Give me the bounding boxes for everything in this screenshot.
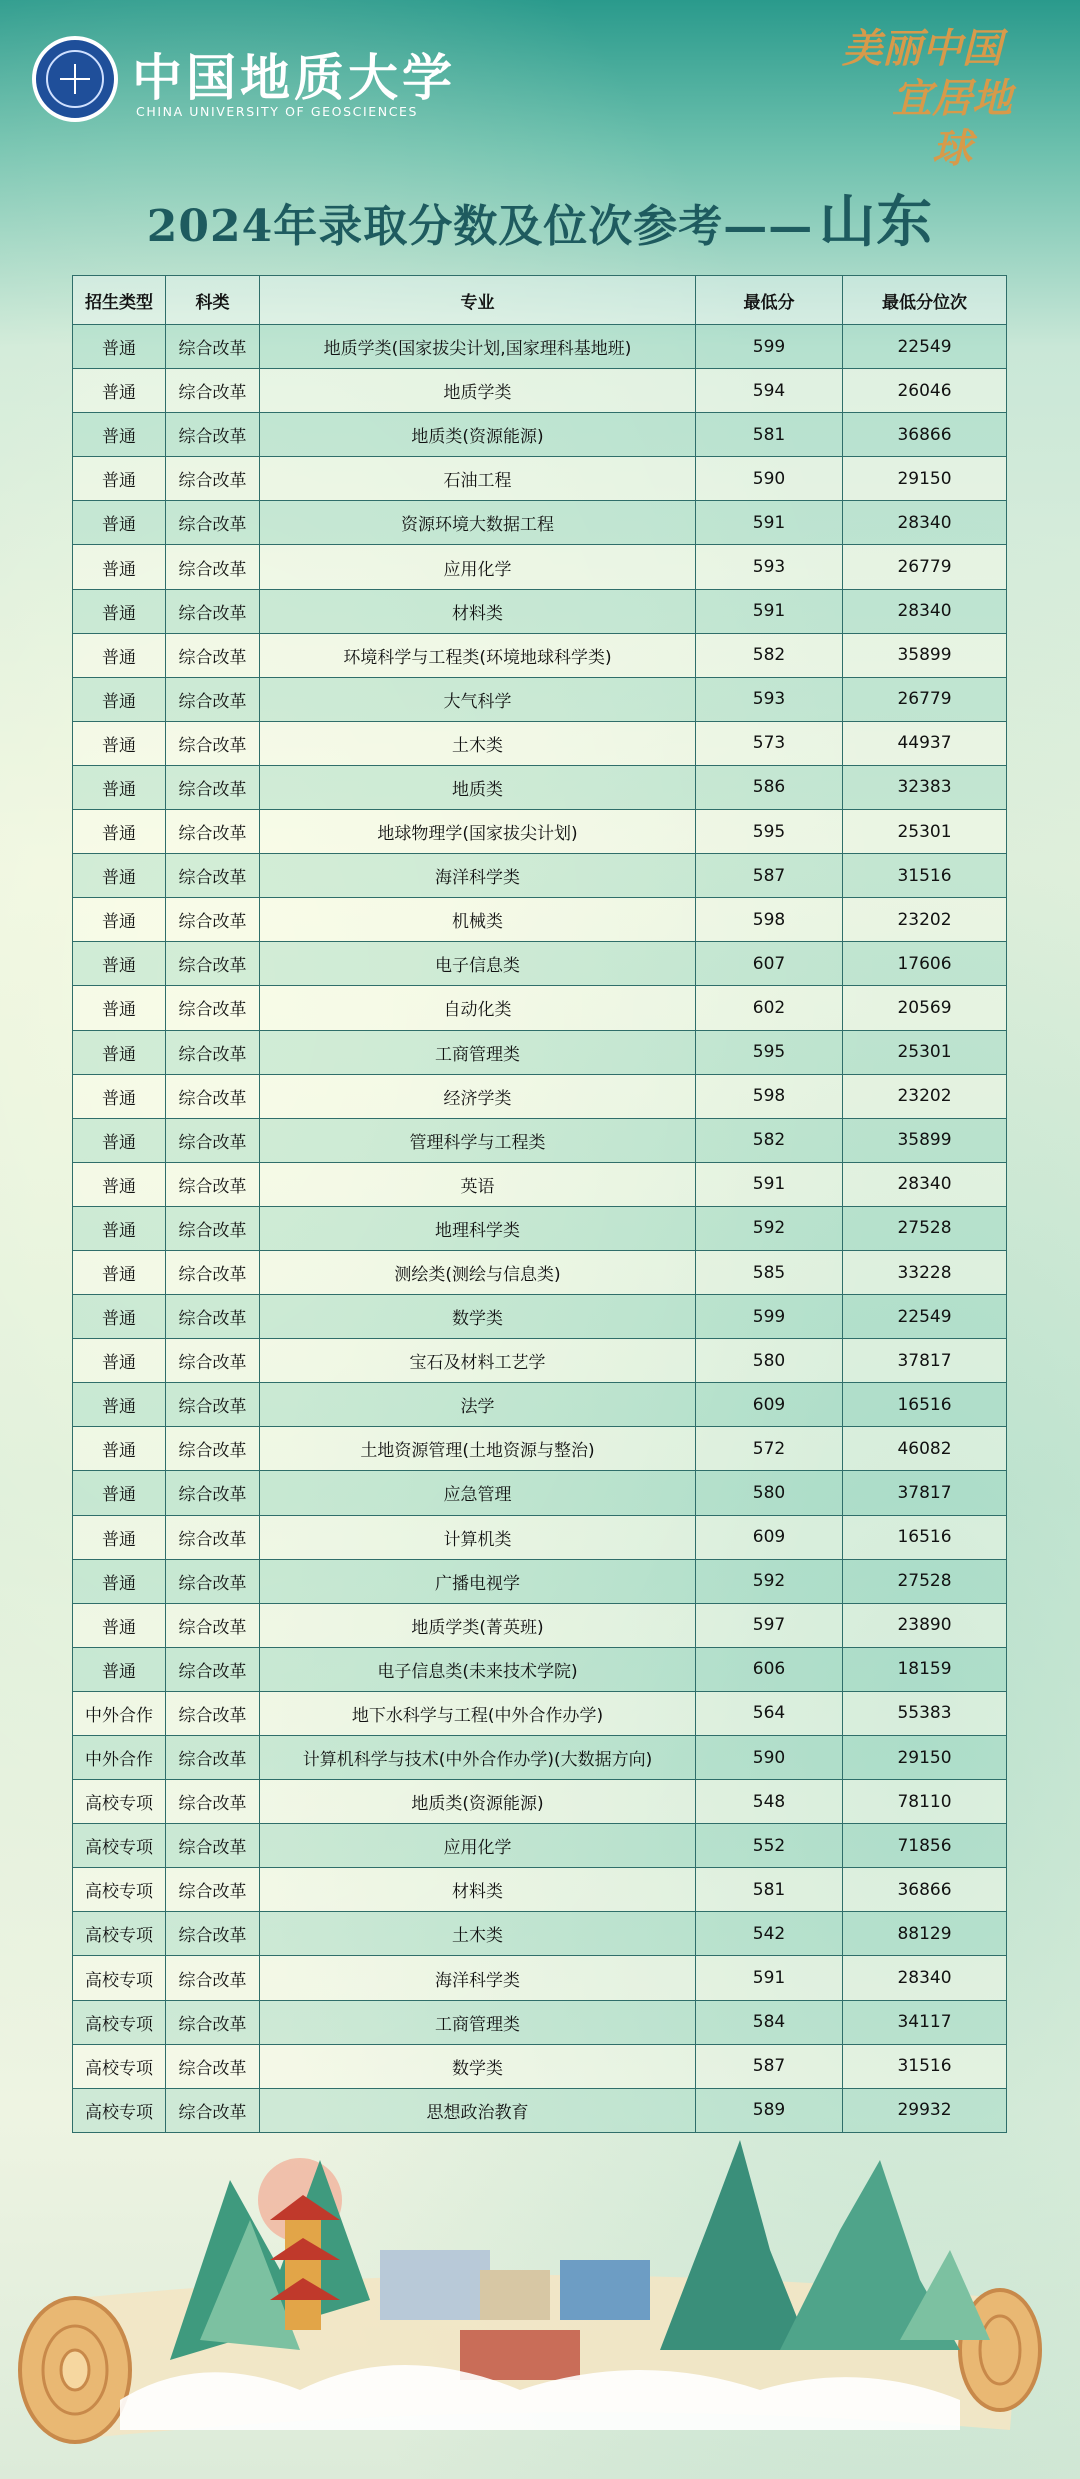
table-row [73,986,1007,1030]
cell-admission-type: 普通 [73,457,166,501]
cell-min-rank: 35899 [843,633,1007,677]
cell-min-score: 581 [696,1868,843,1912]
cell-min-rank: 27528 [843,1206,1007,1250]
cell-major: 材料类 [260,589,696,633]
cell-category: 综合改革 [166,898,260,942]
cell-major: 经济学类 [260,1074,696,1118]
cell-major: 资源环境大数据工程 [260,501,696,545]
cell-admission-type: 普通 [73,1074,166,1118]
table-row [73,1868,1007,1912]
cell-min-score: 593 [696,545,843,589]
cell-category: 综合改革 [166,369,260,413]
cell-category: 综合改革 [166,2000,260,2044]
cell-min-score: 585 [696,1250,843,1294]
cell-category: 综合改革 [166,2044,260,2088]
table-row [73,810,1007,854]
cell-major: 地质类(资源能源) [260,1780,696,1824]
table-row [73,325,1007,369]
cell-category: 综合改革 [166,1250,260,1294]
cell-min-rank: 16516 [843,1515,1007,1559]
cell-min-rank: 28340 [843,1162,1007,1206]
cell-admission-type: 高校专项 [73,1956,166,2000]
cell-min-score: 609 [696,1383,843,1427]
cell-admission-type: 普通 [73,325,166,369]
cell-category: 综合改革 [166,589,260,633]
cell-admission-type: 高校专项 [73,1824,166,1868]
cell-admission-type: 高校专项 [73,1868,166,1912]
cell-major: 工商管理类 [260,2000,696,2044]
cell-min-score: 602 [696,986,843,1030]
cell-min-score: 573 [696,721,843,765]
table-row [73,1162,1007,1206]
table-header-row [73,276,1007,325]
cell-min-rank: 44937 [843,721,1007,765]
cell-category: 综合改革 [166,986,260,1030]
table-row [73,1691,1007,1735]
cell-admission-type: 普通 [73,1206,166,1250]
cell-category: 综合改革 [166,2088,260,2132]
cell-major: 管理科学与工程类 [260,1118,696,1162]
table-row [73,898,1007,942]
cell-min-score: 595 [696,1030,843,1074]
cell-major: 计算机类 [260,1515,696,1559]
cell-min-score: 586 [696,765,843,809]
cell-major: 土木类 [260,721,696,765]
cell-admission-type: 中外合作 [73,1691,166,1735]
cell-min-score: 592 [696,1559,843,1603]
cell-admission-type: 普通 [73,1471,166,1515]
header [0,0,1080,170]
cell-min-rank: 18159 [843,1647,1007,1691]
cell-major: 应用化学 [260,1824,696,1868]
cell-category: 综合改革 [166,1780,260,1824]
cell-admission-type: 普通 [73,1515,166,1559]
cell-major: 数学类 [260,2044,696,2088]
cell-major: 电子信息类 [260,942,696,986]
cell-major: 广播电视学 [260,1559,696,1603]
cell-category: 综合改革 [166,1868,260,1912]
cell-category: 综合改革 [166,854,260,898]
table-row [73,1030,1007,1074]
cell-admission-type: 普通 [73,721,166,765]
cell-admission-type: 普通 [73,1647,166,1691]
cell-min-rank: 29150 [843,1736,1007,1780]
cell-admission-type: 高校专项 [73,1912,166,1956]
table-row [73,1736,1007,1780]
page-title-province: 山东 [819,189,934,255]
table-row [73,1339,1007,1383]
cell-major: 思想政治教育 [260,2088,696,2132]
cell-min-rank: 36866 [843,413,1007,457]
table-row [73,854,1007,898]
cell-category: 综合改革 [166,1736,260,1780]
cell-admission-type: 普通 [73,942,166,986]
header-category: 科类 [166,276,260,325]
university-seal-icon [32,36,118,122]
cell-min-score: 597 [696,1603,843,1647]
cell-major: 测绘类(测绘与信息类) [260,1250,696,1294]
cell-major: 地质类(资源能源) [260,413,696,457]
cell-admission-type: 普通 [73,1250,166,1294]
table-row [73,1074,1007,1118]
cell-min-rank: 25301 [843,810,1007,854]
cell-major: 电子信息类(未来技术学院) [260,1647,696,1691]
cell-major: 应用化学 [260,545,696,589]
cell-major: 自动化类 [260,986,696,1030]
cell-min-score: 590 [696,1736,843,1780]
cell-major: 环境科学与工程类(环境地球科学类) [260,633,696,677]
cell-major: 地下水科学与工程(中外合作办学) [260,1691,696,1735]
cell-min-score: 591 [696,1956,843,2000]
cell-major: 机械类 [260,898,696,942]
cell-min-score: 542 [696,1912,843,1956]
table-row [73,501,1007,545]
cell-min-score: 552 [696,1824,843,1868]
university-name-en: CHINA UNIVERSITY OF GEOSCIENCES [136,104,419,119]
cell-admission-type: 高校专项 [73,2044,166,2088]
cell-min-rank: 33228 [843,1250,1007,1294]
cell-min-score: 595 [696,810,843,854]
cell-major: 材料类 [260,1868,696,1912]
table-row [73,1427,1007,1471]
cell-major: 工商管理类 [260,1030,696,1074]
slogan [822,24,1022,174]
table-row [73,1471,1007,1515]
table-row [73,765,1007,809]
cell-admission-type: 普通 [73,633,166,677]
cell-min-score: 599 [696,325,843,369]
cell-major: 地质学类(菁英班) [260,1603,696,1647]
cell-category: 综合改革 [166,1118,260,1162]
cell-category: 综合改革 [166,1383,260,1427]
cell-min-score: 580 [696,1471,843,1515]
cell-category: 综合改革 [166,325,260,369]
cell-major: 地质类 [260,765,696,809]
cell-min-rank: 28340 [843,1956,1007,2000]
cell-min-rank: 29150 [843,457,1007,501]
cell-admission-type: 普通 [73,898,166,942]
cell-min-rank: 27528 [843,1559,1007,1603]
cell-major: 地球物理学(国家拔尖计划) [260,810,696,854]
cell-category: 综合改革 [166,1824,260,1868]
cell-category: 综合改革 [166,1427,260,1471]
cell-min-score: 591 [696,589,843,633]
cell-min-score: 607 [696,942,843,986]
cell-admission-type: 普通 [73,1339,166,1383]
cell-min-score: 587 [696,854,843,898]
cell-min-score: 564 [696,1691,843,1735]
cell-min-score: 609 [696,1515,843,1559]
cell-min-rank: 28340 [843,501,1007,545]
cell-major: 宝石及材料工艺学 [260,1339,696,1383]
cell-major: 地理科学类 [260,1206,696,1250]
cell-min-score: 580 [696,1339,843,1383]
cell-category: 综合改革 [166,1030,260,1074]
admission-table [72,275,1006,2133]
cell-min-rank: 46082 [843,1427,1007,1471]
table-row [73,589,1007,633]
table-row [73,1383,1007,1427]
table-row [73,1559,1007,1603]
table-row [73,633,1007,677]
table-row [73,721,1007,765]
cell-category: 综合改革 [166,1691,260,1735]
cell-min-rank: 71856 [843,1824,1007,1868]
cell-min-score: 582 [696,1118,843,1162]
cell-admission-type: 中外合作 [73,1736,166,1780]
header-major: 专业 [260,276,696,325]
cell-admission-type: 普通 [73,1559,166,1603]
cell-category: 综合改革 [166,721,260,765]
cell-min-rank: 23202 [843,1074,1007,1118]
cell-category: 综合改革 [166,810,260,854]
cell-admission-type: 普通 [73,677,166,721]
cell-min-rank: 26046 [843,369,1007,413]
cell-min-rank: 36866 [843,1868,1007,1912]
cell-min-score: 606 [696,1647,843,1691]
cell-min-score: 598 [696,1074,843,1118]
cell-min-score: 587 [696,2044,843,2088]
cell-min-rank: 88129 [843,1912,1007,1956]
cell-category: 综合改革 [166,457,260,501]
table-body [73,325,1007,2133]
cell-min-score: 581 [696,413,843,457]
cell-min-rank: 37817 [843,1339,1007,1383]
cell-major: 法学 [260,1383,696,1427]
table-row [73,545,1007,589]
cell-category: 综合改革 [166,1295,260,1339]
table-row [73,1780,1007,1824]
table-row [73,1206,1007,1250]
page-title-main: 2024年录取分数及位次参考—— [146,201,814,252]
cell-category: 综合改革 [166,1559,260,1603]
cell-admission-type: 高校专项 [73,1780,166,1824]
table-row [73,1912,1007,1956]
table-row [73,1118,1007,1162]
cell-min-rank: 34117 [843,2000,1007,2044]
cell-min-rank: 25301 [843,1030,1007,1074]
cell-admission-type: 普通 [73,1427,166,1471]
table-row [73,942,1007,986]
cell-min-rank: 35899 [843,1118,1007,1162]
cell-category: 综合改革 [166,1912,260,1956]
cell-admission-type: 普通 [73,545,166,589]
header-min-score: 最低分 [696,276,843,325]
cell-min-rank: 17606 [843,942,1007,986]
slogan-line-2: 宜居地球 [892,75,1012,172]
cell-admission-type: 普通 [73,1295,166,1339]
cell-min-rank: 22549 [843,1295,1007,1339]
scroll-landscape-illustration [0,2100,1080,2479]
cell-admission-type: 普通 [73,810,166,854]
cell-category: 综合改革 [166,677,260,721]
cell-min-rank: 78110 [843,1780,1007,1824]
cell-min-rank: 32383 [843,765,1007,809]
cell-admission-type: 普通 [73,369,166,413]
cell-min-rank: 55383 [843,1691,1007,1735]
cell-min-score: 548 [696,1780,843,1824]
cell-category: 综合改革 [166,545,260,589]
cell-admission-type: 普通 [73,1162,166,1206]
cell-min-score: 582 [696,633,843,677]
cell-major: 数学类 [260,1295,696,1339]
table-row [73,457,1007,501]
university-name-cn: 中国地质大学 [132,48,456,107]
cell-admission-type: 普通 [73,1118,166,1162]
table-row [73,2044,1007,2088]
cell-category: 综合改革 [166,1603,260,1647]
table-row [73,413,1007,457]
cell-major: 海洋科学类 [260,854,696,898]
page-title [0,178,1080,258]
cell-major: 海洋科学类 [260,1956,696,2000]
cell-major: 大气科学 [260,677,696,721]
cell-min-score: 591 [696,1162,843,1206]
cell-major: 应急管理 [260,1471,696,1515]
cell-category: 综合改革 [166,1956,260,2000]
cell-category: 综合改革 [166,1162,260,1206]
cell-admission-type: 普通 [73,413,166,457]
cell-admission-type: 普通 [73,854,166,898]
cell-min-score: 572 [696,1427,843,1471]
cell-min-score: 591 [696,501,843,545]
table-row [73,1295,1007,1339]
cell-min-score: 598 [696,898,843,942]
cell-min-rank: 31516 [843,2044,1007,2088]
cell-category: 综合改革 [166,1471,260,1515]
cell-min-score: 594 [696,369,843,413]
cell-major: 计算机科学与技术(中外合作办学)(大数据方向) [260,1736,696,1780]
cell-category: 综合改革 [166,633,260,677]
cell-min-score: 599 [696,1295,843,1339]
table-row [73,677,1007,721]
cell-major: 石油工程 [260,457,696,501]
cell-min-score: 593 [696,677,843,721]
cell-admission-type: 高校专项 [73,2000,166,2044]
cell-admission-type: 普通 [73,1603,166,1647]
cell-category: 综合改革 [166,413,260,457]
cell-major: 土地资源管理(土地资源与整治) [260,1427,696,1471]
cell-category: 综合改革 [166,765,260,809]
cell-admission-type: 普通 [73,1030,166,1074]
cell-min-rank: 26779 [843,677,1007,721]
cell-min-rank: 22549 [843,325,1007,369]
cell-category: 综合改革 [166,1074,260,1118]
cell-min-score: 589 [696,2088,843,2132]
table-row [73,1824,1007,1868]
cell-admission-type: 普通 [73,589,166,633]
table-row [73,1647,1007,1691]
cell-major: 土木类 [260,1912,696,1956]
cell-min-rank: 31516 [843,854,1007,898]
header-min-rank: 最低分位次 [843,276,1007,325]
cell-min-rank: 16516 [843,1383,1007,1427]
table-row [73,1603,1007,1647]
cell-min-score: 584 [696,2000,843,2044]
cell-major: 地质学类 [260,369,696,413]
table-row [73,1515,1007,1559]
table-row [73,1956,1007,2000]
cell-category: 综合改革 [166,1647,260,1691]
cell-category: 综合改革 [166,1339,260,1383]
cell-min-rank: 23890 [843,1603,1007,1647]
cell-min-rank: 29932 [843,2088,1007,2132]
table-row [73,1250,1007,1294]
cell-category: 综合改革 [166,1515,260,1559]
cell-min-rank: 20569 [843,986,1007,1030]
cell-admission-type: 普通 [73,501,166,545]
cell-major: 地质学类(国家拔尖计划,国家理科基地班) [260,325,696,369]
cell-admission-type: 普通 [73,765,166,809]
cell-major: 英语 [260,1162,696,1206]
cell-category: 综合改革 [166,1206,260,1250]
cell-admission-type: 普通 [73,986,166,1030]
cell-min-rank: 28340 [843,589,1007,633]
table-row [73,2000,1007,2044]
cell-admission-type: 普通 [73,1383,166,1427]
cell-min-score: 590 [696,457,843,501]
table-row [73,369,1007,413]
cell-admission-type: 高校专项 [73,2088,166,2132]
cell-min-rank: 23202 [843,898,1007,942]
cell-min-rank: 37817 [843,1471,1007,1515]
cell-min-score: 592 [696,1206,843,1250]
cell-min-rank: 26779 [843,545,1007,589]
slogan-line-1: 美丽中国 [842,25,1002,72]
cell-category: 综合改革 [166,942,260,986]
header-admission-type: 招生类型 [73,276,166,325]
cell-category: 综合改革 [166,501,260,545]
